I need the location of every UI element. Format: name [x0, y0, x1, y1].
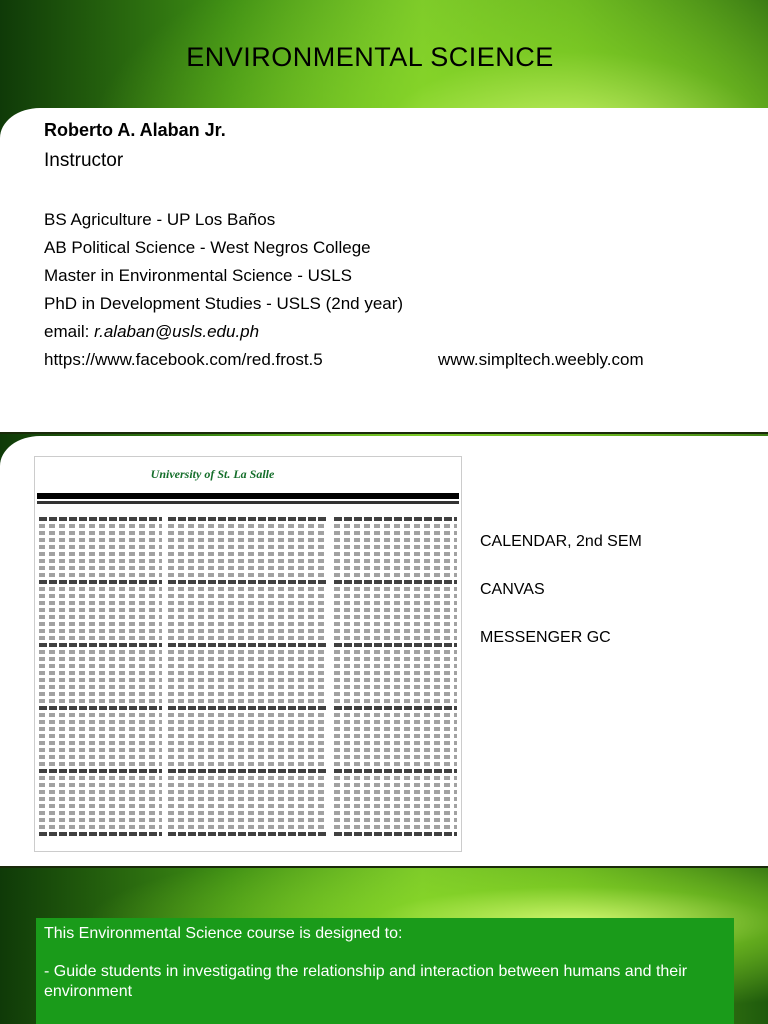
calendar-row — [168, 622, 328, 626]
calendar-row — [39, 671, 162, 675]
calendar-row — [168, 790, 328, 794]
calendar-row — [39, 580, 162, 584]
calendar-row — [39, 629, 162, 633]
calendar-row — [334, 720, 457, 724]
calendar-row — [334, 650, 457, 654]
calendar-row — [39, 734, 162, 738]
calendar-row — [334, 727, 457, 731]
calendar-row — [334, 643, 457, 647]
calendar-row — [334, 552, 457, 556]
calendar-row — [334, 699, 457, 703]
calendar-row — [168, 776, 328, 780]
calendar-row — [39, 762, 162, 766]
calendar-row — [334, 587, 457, 591]
calendar-row — [168, 629, 328, 633]
website-link[interactable]: www.simpltech.weebly.com — [438, 350, 644, 369]
calendar-row — [334, 811, 457, 815]
calendar-row — [168, 664, 328, 668]
calendar-col-left — [39, 517, 162, 845]
calendar-row — [168, 797, 328, 801]
calendar-col-middle — [168, 517, 328, 845]
calendar-row — [168, 706, 328, 710]
calendar-row — [168, 608, 328, 612]
calendar-row — [334, 818, 457, 822]
slide-2 — [0, 434, 768, 866]
calendar-row — [168, 755, 328, 759]
calendar-row — [39, 545, 162, 549]
calendar-banner-bar — [37, 493, 459, 499]
calendar-row — [334, 741, 457, 745]
calendar-row — [168, 580, 328, 584]
calendar-row — [334, 573, 457, 577]
calendar-col-right — [334, 517, 457, 845]
calendar-row — [39, 615, 162, 619]
calendar-row — [39, 776, 162, 780]
calendar-row — [334, 783, 457, 787]
calendar-row — [39, 678, 162, 682]
calendar-row — [39, 804, 162, 808]
calendar-row — [39, 699, 162, 703]
calendar-row — [334, 734, 457, 738]
calendar-row — [39, 713, 162, 717]
calendar-row — [334, 748, 457, 752]
credential-item: AB Political Science - West Negros College — [44, 238, 371, 257]
calendar-row — [168, 741, 328, 745]
email-row — [44, 318, 684, 346]
calendar-row — [39, 685, 162, 689]
calendar-row — [334, 664, 457, 668]
calendar-row — [168, 524, 328, 528]
credential-item: BS Agriculture - UP Los Baños — [44, 210, 276, 229]
calendar-row — [168, 643, 328, 647]
facebook-link[interactable]: https://www.facebook.com/red.frost.5 — [44, 350, 323, 369]
calendar-row — [168, 531, 328, 535]
calendar-row — [334, 832, 457, 836]
calendar-row — [168, 762, 328, 766]
calendar-row — [39, 755, 162, 759]
credential-item: Master in Environmental Science - USLS — [44, 266, 353, 285]
calendar-row — [39, 531, 162, 535]
calendar-row — [168, 552, 328, 556]
calendar-row — [334, 685, 457, 689]
calendar-row — [168, 685, 328, 689]
calendar-grid — [39, 517, 457, 845]
email-link[interactable]: r.alaban@usls.edu.ph — [94, 322, 260, 341]
calendar-row — [39, 650, 162, 654]
email-label: email: — [44, 322, 95, 341]
slide-3 — [0, 868, 768, 1024]
calendar-row — [39, 797, 162, 801]
calendar-row — [334, 531, 457, 535]
links-row — [44, 346, 684, 374]
calendar-row — [39, 524, 162, 528]
calendar-row — [334, 636, 457, 640]
instructor-role: Instructor — [44, 150, 124, 171]
calendar-row — [334, 580, 457, 584]
calendar-row — [334, 769, 457, 773]
calendar-row — [168, 601, 328, 605]
calendar-row — [168, 734, 328, 738]
instructor-name: Roberto A. Alaban Jr. — [44, 120, 226, 140]
calendar-header — [35, 457, 461, 491]
calendar-row — [39, 727, 162, 731]
calendar-row — [168, 517, 328, 521]
calendar-row — [168, 545, 328, 549]
calendar-row — [168, 713, 328, 717]
calendar-row — [39, 643, 162, 647]
course-bullet: - Guide students in investigating the relationship and interaction between humans and their environment — [44, 963, 688, 1000]
academic-calendar-image — [34, 456, 462, 852]
calendar-banner-bar — [37, 501, 459, 504]
calendar-row — [168, 636, 328, 640]
calendar-row — [39, 566, 162, 570]
calendar-row — [334, 608, 457, 612]
calendar-row — [334, 762, 457, 766]
calendar-row — [334, 594, 457, 598]
calendar-row — [168, 678, 328, 682]
calendar-row — [334, 713, 457, 717]
credentials-list — [44, 206, 684, 374]
university-logo: University of St. La Salle — [150, 466, 275, 481]
calendar-row — [334, 797, 457, 801]
calendar-row — [39, 748, 162, 752]
course-intro: This Environmental Science course is designed to: — [44, 925, 403, 942]
calendar-row — [168, 748, 328, 752]
calendar-row — [334, 678, 457, 682]
calendar-row — [334, 622, 457, 626]
calendar-row — [168, 671, 328, 675]
calendar-row — [168, 566, 328, 570]
calendar-row — [39, 664, 162, 668]
calendar-row — [168, 538, 328, 542]
calendar-row — [39, 825, 162, 829]
calendar-row — [334, 629, 457, 633]
calendar-row — [334, 692, 457, 696]
calendar-row — [334, 804, 457, 808]
calendar-row — [334, 601, 457, 605]
calendar-row — [168, 650, 328, 654]
calendar-row — [168, 699, 328, 703]
calendar-row — [39, 832, 162, 836]
calendar-row — [168, 832, 328, 836]
calendar-row — [39, 818, 162, 822]
calendar-row — [39, 601, 162, 605]
calendar-row — [334, 517, 457, 521]
calendar-row — [168, 615, 328, 619]
calendar-row — [39, 741, 162, 745]
calendar-row — [39, 636, 162, 640]
calendar-row — [39, 594, 162, 598]
calendar-row — [39, 552, 162, 556]
calendar-row — [168, 692, 328, 696]
credential-item: PhD in Development Studies - USLS (2nd year) — [44, 294, 404, 313]
calendar-row — [168, 594, 328, 598]
resource-canvas: CANVAS — [480, 581, 545, 598]
calendar-row — [39, 622, 162, 626]
calendar-row — [168, 769, 328, 773]
calendar-row — [39, 811, 162, 815]
calendar-row — [334, 657, 457, 661]
calendar-row — [334, 825, 457, 829]
calendar-row — [334, 790, 457, 794]
calendar-row — [168, 573, 328, 577]
calendar-row — [334, 776, 457, 780]
resource-calendar: CALENDAR, 2nd SEM — [480, 533, 642, 550]
resource-messenger: MESSENGER GC — [480, 629, 611, 646]
calendar-row — [39, 657, 162, 661]
calendar-row — [168, 783, 328, 787]
slide-1 — [0, 0, 768, 432]
calendar-row — [39, 706, 162, 710]
calendar-row — [39, 559, 162, 563]
calendar-row — [334, 524, 457, 528]
calendar-row — [168, 811, 328, 815]
calendar-row — [168, 818, 328, 822]
calendar-row — [334, 706, 457, 710]
calendar-row — [334, 559, 457, 563]
calendar-row — [334, 566, 457, 570]
course-description-box — [36, 918, 734, 1024]
calendar-row — [39, 587, 162, 591]
calendar-row — [168, 804, 328, 808]
calendar-row — [334, 615, 457, 619]
calendar-row — [334, 755, 457, 759]
course-resources-list — [480, 518, 642, 662]
calendar-row — [39, 790, 162, 794]
calendar-row — [334, 538, 457, 542]
calendar-row — [39, 769, 162, 773]
calendar-row — [39, 692, 162, 696]
calendar-row — [39, 538, 162, 542]
calendar-row — [168, 825, 328, 829]
calendar-row — [39, 783, 162, 787]
calendar-row — [168, 559, 328, 563]
calendar-row — [39, 720, 162, 724]
calendar-row — [334, 545, 457, 549]
calendar-row — [39, 608, 162, 612]
calendar-row — [39, 573, 162, 577]
calendar-row — [168, 727, 328, 731]
calendar-row — [168, 720, 328, 724]
calendar-row — [39, 517, 162, 521]
calendar-row — [168, 587, 328, 591]
calendar-row — [334, 671, 457, 675]
calendar-row — [168, 657, 328, 661]
slide-title: ENVIRONMENTAL SCIENCE — [186, 42, 554, 72]
